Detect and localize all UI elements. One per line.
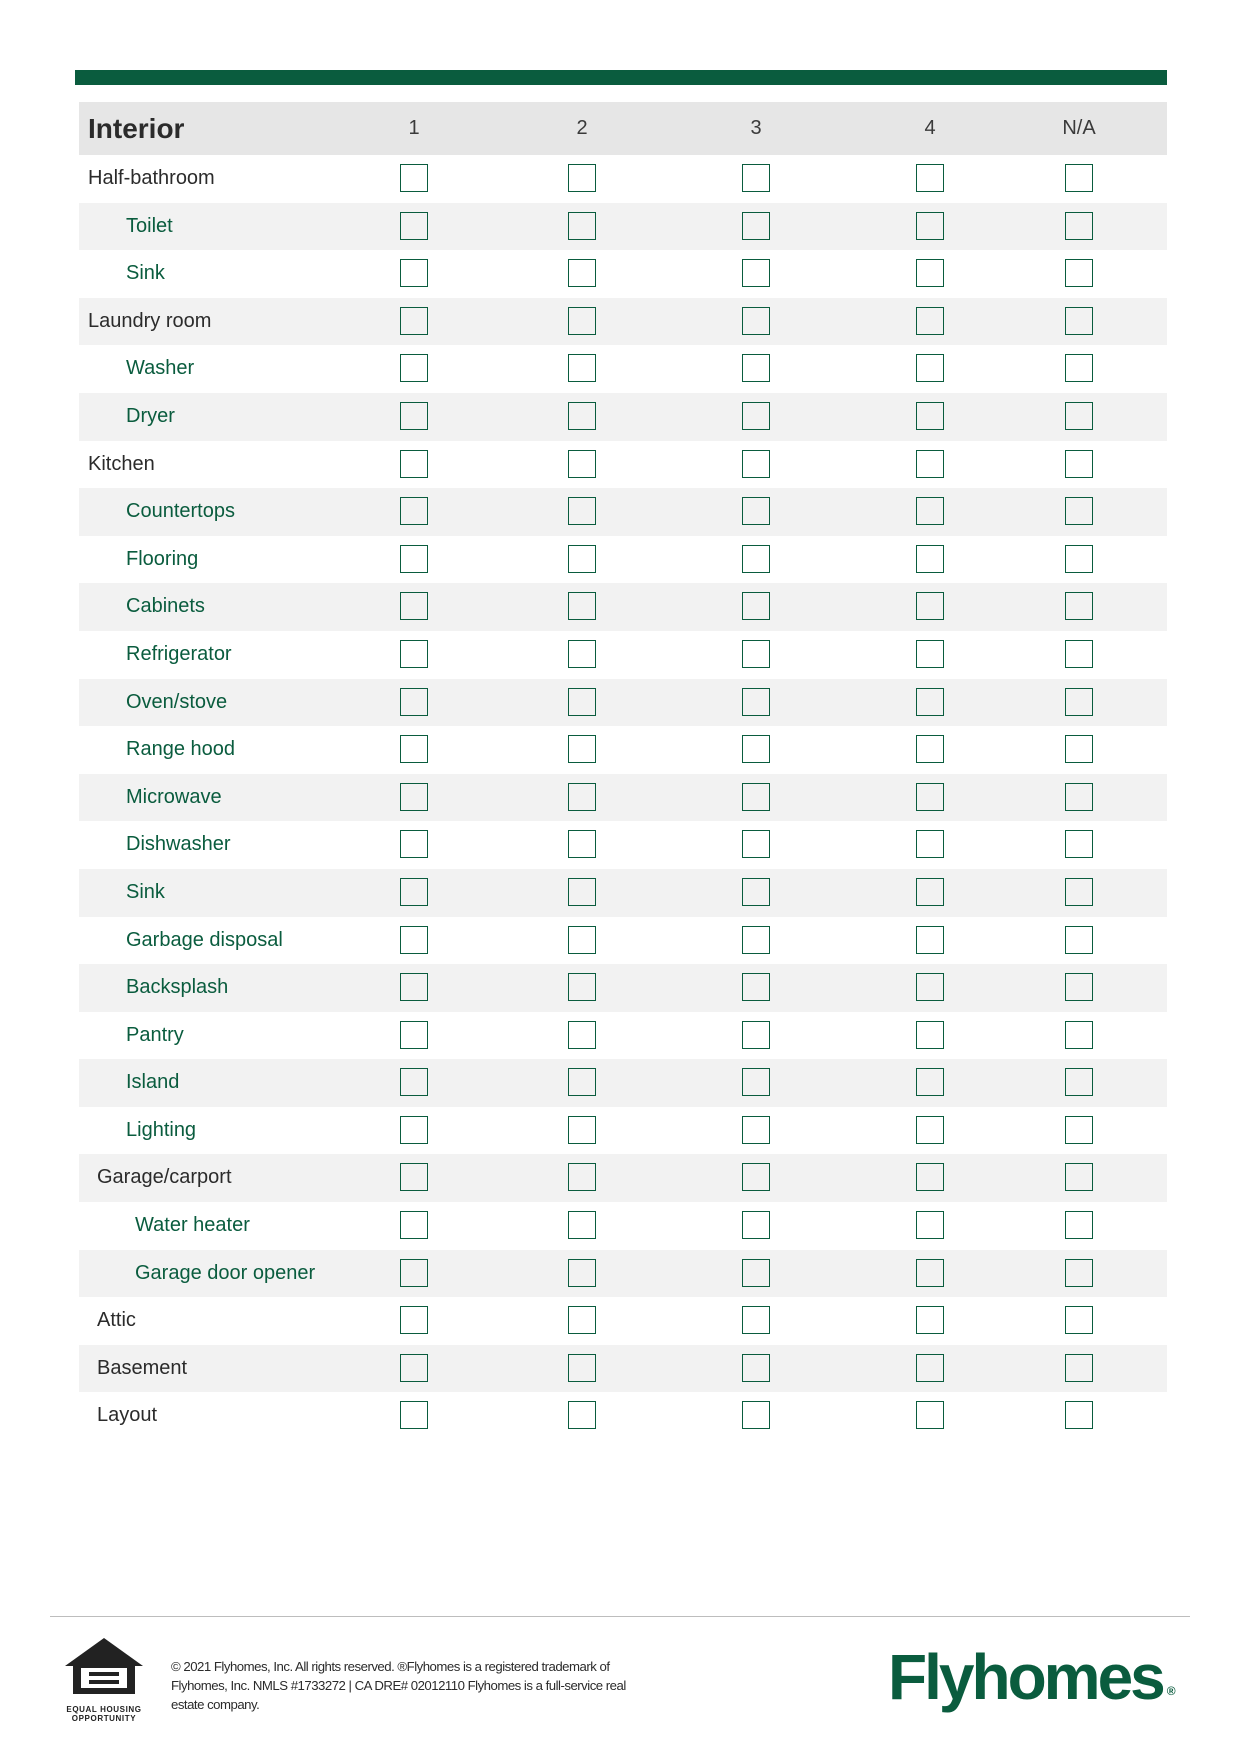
row-label: Sink — [126, 880, 165, 903]
checkbox-3[interactable] — [742, 592, 770, 620]
checkbox-2[interactable] — [568, 973, 596, 1001]
checkbox-2[interactable] — [568, 735, 596, 763]
checkbox-3[interactable] — [742, 735, 770, 763]
checkbox-4[interactable] — [916, 592, 944, 620]
checkbox-4[interactable] — [916, 1401, 944, 1429]
row-label: Sink — [126, 262, 165, 285]
checkbox-4[interactable] — [916, 1211, 944, 1239]
checkbox-1[interactable] — [400, 1021, 428, 1049]
column-header-na: N/A — [1062, 117, 1096, 139]
table-row — [79, 1059, 1167, 1107]
checkbox-3[interactable] — [742, 640, 770, 668]
row-label: Cabinets — [126, 595, 205, 618]
checkbox-na[interactable] — [1065, 259, 1093, 287]
checkbox-2[interactable] — [568, 1163, 596, 1191]
checkbox-3[interactable] — [742, 1068, 770, 1096]
checkbox-2[interactable] — [568, 878, 596, 906]
flyhomes-logo — [888, 1640, 1176, 1714]
row-label: Toilet — [126, 214, 173, 237]
row-label: Kitchen — [88, 452, 155, 475]
checkbox-na[interactable] — [1065, 497, 1093, 525]
table-row — [79, 1250, 1167, 1298]
checkbox-3[interactable] — [742, 1259, 770, 1287]
checkbox-4[interactable] — [916, 402, 944, 430]
checkbox-2[interactable] — [568, 354, 596, 382]
table-row — [79, 393, 1167, 441]
copyright-line: © 2021 Flyhomes, Inc. All rights reserved. ®Flyhomes is a registered trademark of — [171, 1659, 610, 1674]
table-row — [79, 869, 1167, 917]
checkbox-1[interactable] — [400, 1306, 428, 1334]
checkbox-1[interactable] — [400, 783, 428, 811]
checkbox-1[interactable] — [400, 545, 428, 573]
checkbox-3[interactable] — [742, 878, 770, 906]
checkbox-na[interactable] — [1065, 878, 1093, 906]
row-label: Attic — [97, 1309, 136, 1332]
checkbox-3[interactable] — [742, 402, 770, 430]
checkbox-na[interactable] — [1065, 735, 1093, 763]
row-label: Refrigerator — [126, 642, 232, 665]
checkbox-1[interactable] — [400, 735, 428, 763]
checkbox-1[interactable] — [400, 164, 428, 192]
checkbox-4[interactable] — [916, 497, 944, 525]
checkbox-na[interactable] — [1065, 1163, 1093, 1191]
checkbox-na[interactable] — [1065, 1021, 1093, 1049]
checkbox-1[interactable] — [400, 212, 428, 240]
checkbox-4[interactable] — [916, 1306, 944, 1334]
checkbox-na[interactable] — [1065, 354, 1093, 382]
checkbox-2[interactable] — [568, 1259, 596, 1287]
checkbox-3[interactable] — [742, 450, 770, 478]
checkbox-2[interactable] — [568, 592, 596, 620]
top-accent-bar — [75, 70, 1167, 85]
copyright-notice — [171, 1657, 701, 1714]
checkbox-1[interactable] — [400, 1401, 428, 1429]
table-row — [79, 298, 1167, 346]
checkbox-4[interactable] — [916, 1068, 944, 1096]
equal-housing-logo — [63, 1636, 145, 1723]
checkbox-3[interactable] — [742, 1021, 770, 1049]
table-row — [79, 917, 1167, 965]
row-label: Water heater — [135, 1214, 250, 1237]
table-row — [79, 1012, 1167, 1060]
checkbox-4[interactable] — [916, 259, 944, 287]
column-header-2: 2 — [576, 117, 588, 139]
equal-housing-text — [63, 1705, 145, 1723]
checkbox-1[interactable] — [400, 1211, 428, 1239]
checkbox-3[interactable] — [742, 1163, 770, 1191]
checkbox-1[interactable] — [400, 1116, 428, 1144]
table-row — [79, 1154, 1167, 1202]
equal-housing-line: EQUAL HOUSING — [66, 1705, 142, 1714]
checkbox-4[interactable] — [916, 212, 944, 240]
checkbox-3[interactable] — [742, 259, 770, 287]
checkbox-2[interactable] — [568, 1306, 596, 1334]
checkbox-na[interactable] — [1065, 688, 1093, 716]
checkbox-na[interactable] — [1065, 1259, 1093, 1287]
checkbox-3[interactable] — [742, 497, 770, 525]
checkbox-4[interactable] — [916, 640, 944, 668]
table-row — [79, 345, 1167, 393]
column-header-4: 4 — [924, 117, 936, 139]
table-row — [79, 1392, 1167, 1440]
checkbox-4[interactable] — [916, 783, 944, 811]
table-row — [79, 679, 1167, 727]
row-label: Half-bathroom — [88, 167, 215, 189]
checkbox-1[interactable] — [400, 450, 428, 478]
checkbox-na[interactable] — [1065, 402, 1093, 430]
checkbox-3[interactable] — [742, 783, 770, 811]
checkbox-3[interactable] — [742, 1401, 770, 1429]
checkbox-2[interactable] — [568, 1021, 596, 1049]
checkbox-1[interactable] — [400, 592, 428, 620]
column-header-1: 1 — [408, 117, 420, 139]
checkbox-2[interactable] — [568, 450, 596, 478]
checklist-rows — [79, 155, 1167, 1440]
row-label: Flooring — [126, 547, 199, 570]
checkbox-na[interactable] — [1065, 1211, 1093, 1239]
row-label: Washer — [126, 357, 195, 380]
checkbox-2[interactable] — [568, 307, 596, 335]
checkbox-4[interactable] — [916, 450, 944, 478]
row-label: Countertops — [126, 500, 235, 523]
copyright-line: estate company. — [171, 1697, 260, 1712]
checkbox-4[interactable] — [916, 878, 944, 906]
footer-divider — [50, 1616, 1190, 1617]
checkbox-3[interactable] — [742, 973, 770, 1001]
row-label: Garage door opener — [135, 1261, 316, 1284]
checkbox-3[interactable] — [742, 1211, 770, 1239]
row-label: Garbage disposal — [126, 928, 283, 951]
checkbox-4[interactable] — [916, 545, 944, 573]
checkbox-4[interactable] — [916, 1259, 944, 1287]
checkbox-na[interactable] — [1065, 1306, 1093, 1334]
table-row — [79, 1297, 1167, 1345]
checkbox-1[interactable] — [400, 259, 428, 287]
checkbox-na[interactable] — [1065, 450, 1093, 478]
checkbox-2[interactable] — [568, 830, 596, 858]
table-row — [79, 155, 1167, 203]
checkbox-1[interactable] — [400, 402, 428, 430]
checkbox-na[interactable] — [1065, 1068, 1093, 1096]
checkbox-4[interactable] — [916, 354, 944, 382]
row-label: Oven/stove — [126, 690, 228, 713]
checkbox-na[interactable] — [1065, 212, 1093, 240]
checkbox-1[interactable] — [400, 354, 428, 382]
checkbox-2[interactable] — [568, 1354, 596, 1382]
checkbox-3[interactable] — [742, 926, 770, 954]
checkbox-2[interactable] — [568, 497, 596, 525]
checkbox-na[interactable] — [1065, 545, 1093, 573]
checkbox-4[interactable] — [916, 1116, 944, 1144]
checkbox-4[interactable] — [916, 830, 944, 858]
table-row — [79, 774, 1167, 822]
checkbox-4[interactable] — [916, 1354, 944, 1382]
checkbox-3[interactable] — [742, 1354, 770, 1382]
checkbox-1[interactable] — [400, 926, 428, 954]
checkbox-4[interactable] — [916, 164, 944, 192]
table-row — [79, 488, 1167, 536]
row-label: Microwave — [126, 785, 222, 808]
checkbox-3[interactable] — [742, 688, 770, 716]
checkbox-1[interactable] — [400, 307, 428, 335]
checkbox-2[interactable] — [568, 783, 596, 811]
row-label: Laundry room — [88, 309, 212, 332]
checkbox-1[interactable] — [400, 640, 428, 668]
table-row — [79, 726, 1167, 774]
registered-mark: ® — [1166, 1684, 1176, 1698]
checkbox-3[interactable] — [742, 1306, 770, 1334]
interior-checklist-table — [79, 102, 1167, 1440]
checkbox-2[interactable] — [568, 688, 596, 716]
checkbox-2[interactable] — [568, 640, 596, 668]
checkbox-2[interactable] — [568, 1401, 596, 1429]
checkbox-2[interactable] — [568, 1116, 596, 1144]
checkbox-na[interactable] — [1065, 592, 1093, 620]
row-label: Dryer — [126, 404, 175, 427]
checkbox-4[interactable] — [916, 926, 944, 954]
checkbox-4[interactable] — [916, 1021, 944, 1049]
checkbox-3[interactable] — [742, 1116, 770, 1144]
checkbox-na[interactable] — [1065, 783, 1093, 811]
checkbox-3[interactable] — [742, 830, 770, 858]
table-row — [79, 1345, 1167, 1393]
table-row — [79, 631, 1167, 679]
row-label: Lighting — [126, 1118, 197, 1141]
checkbox-2[interactable] — [568, 1068, 596, 1096]
column-header-3: 3 — [750, 117, 762, 139]
row-label: Basement — [97, 1356, 188, 1379]
row-label: Garage/carport — [97, 1166, 232, 1189]
checkbox-2[interactable] — [568, 1211, 596, 1239]
row-label: Layout — [97, 1404, 158, 1427]
checkbox-na[interactable] — [1065, 640, 1093, 668]
table-row — [79, 1202, 1167, 1250]
checkbox-1[interactable] — [400, 1163, 428, 1191]
checkbox-2[interactable] — [568, 259, 596, 287]
checkbox-3[interactable] — [742, 545, 770, 573]
checkbox-3[interactable] — [742, 307, 770, 335]
checkbox-2[interactable] — [568, 402, 596, 430]
checkbox-4[interactable] — [916, 973, 944, 1001]
equal-housing-house-icon — [63, 1636, 145, 1698]
checkbox-4[interactable] — [916, 688, 944, 716]
copyright-line: Flyhomes, Inc. NMLS #1733272 | CA DRE# 02012110 Flyhomes is a full-service real — [171, 1678, 626, 1693]
checkbox-1[interactable] — [400, 1354, 428, 1382]
checkbox-2[interactable] — [568, 164, 596, 192]
table-row — [79, 583, 1167, 631]
checkbox-2[interactable] — [568, 545, 596, 573]
equal-housing-line: OPPORTUNITY — [71, 1714, 137, 1723]
row-label: Range hood — [126, 738, 235, 761]
checkbox-3[interactable] — [742, 354, 770, 382]
checkbox-1[interactable] — [400, 878, 428, 906]
row-label: Pantry — [126, 1023, 184, 1046]
table-row — [79, 964, 1167, 1012]
table-row — [79, 250, 1167, 298]
checkbox-1[interactable] — [400, 973, 428, 1001]
checkbox-1[interactable] — [400, 497, 428, 525]
checkbox-2[interactable] — [568, 926, 596, 954]
checkbox-2[interactable] — [568, 212, 596, 240]
checkbox-na[interactable] — [1065, 1354, 1093, 1382]
table-row — [79, 821, 1167, 869]
table-row — [79, 536, 1167, 584]
table-row — [79, 203, 1167, 251]
checkbox-4[interactable] — [916, 307, 944, 335]
checkbox-4[interactable] — [916, 1163, 944, 1191]
table-row — [79, 1107, 1167, 1155]
checkbox-1[interactable] — [400, 1259, 428, 1287]
checkbox-na[interactable] — [1065, 1401, 1093, 1429]
checkbox-3[interactable] — [742, 164, 770, 192]
checkbox-na[interactable] — [1065, 1116, 1093, 1144]
checkbox-na[interactable] — [1065, 830, 1093, 858]
table-header — [79, 102, 1167, 155]
checkbox-na[interactable] — [1065, 926, 1093, 954]
checkbox-na[interactable] — [1065, 307, 1093, 335]
checkbox-3[interactable] — [742, 212, 770, 240]
checkbox-na[interactable] — [1065, 973, 1093, 1001]
checkbox-1[interactable] — [400, 1068, 428, 1096]
row-label: Dishwasher — [126, 833, 231, 856]
logo-text: Flyhomes — [888, 1641, 1163, 1713]
row-label: Island — [126, 1071, 180, 1094]
table-row — [79, 441, 1167, 489]
section-title: Interior — [88, 113, 185, 144]
checkbox-4[interactable] — [916, 735, 944, 763]
checkbox-na[interactable] — [1065, 164, 1093, 192]
row-label: Backsplash — [126, 976, 229, 999]
checkbox-1[interactable] — [400, 830, 428, 858]
checkbox-1[interactable] — [400, 688, 428, 716]
